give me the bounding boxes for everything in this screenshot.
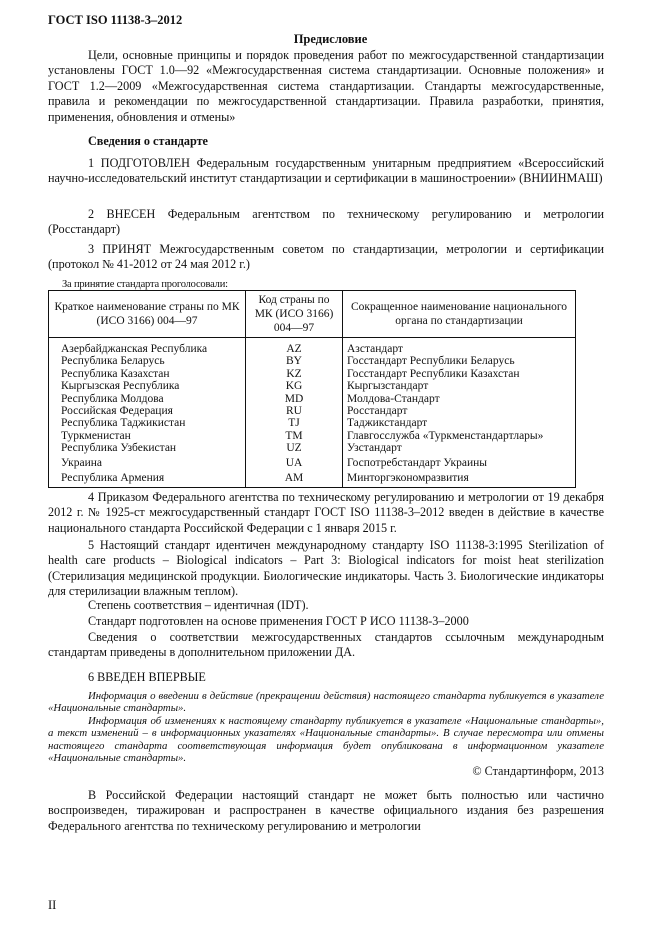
country-cell: Туркменистан (49, 430, 246, 442)
voting-countries-table (48, 290, 576, 488)
references-note: Сведения о соответствии межгосударственных стандартов ссылочным международным стандартам приведены в дополнительном приложении ДА. (48, 630, 604, 660)
national-body-cell: Минторгэкономразвития (343, 471, 576, 488)
column-header-country: Краткое наименование страны по МК (ИСО 3166) 004—97 (49, 291, 246, 338)
national-body-cell: Узстандарт (343, 442, 576, 454)
info-item-1: 1 ПОДГОТОВЛЕН Федеральным государственным унитарным предприятием «Всероссийский научно-исследовательский институт стандартизации и сертификации в машиностроении» (ВНИИНМАШ) (48, 156, 604, 186)
table-row (49, 405, 576, 417)
national-body-cell: Азстандарт (343, 338, 576, 356)
code-cell: TM (246, 430, 343, 442)
table-caption: За принятие стандарта проголосовали: (62, 279, 228, 290)
based-on-standard: Стандарт подготовлен на основе применения ГОСТ Р ИСО 11138-3–2000 (88, 614, 469, 628)
country-cell: Республика Таджикистан (49, 417, 246, 429)
code-cell: AM (246, 471, 343, 488)
national-body-cell: Росстандарт (343, 405, 576, 417)
notice-introduction: Информация о введении в действие (прекращении действия) настоящего стандарта публикуется в указателе «Национальные стандарты». (48, 690, 604, 715)
notice-changes: Информация об изменениях к настоящему стандарту публикуется в указателе «Национальные стандарты», а текст изменений – в информационных указателях «Национальные стандарты». В случае пересмотра или отмены настоящего стандарта соответствующая информация будет опубликована в информационном указателе «Национальные стандарты». (48, 715, 604, 765)
national-body-cell: Главгосслужба «Туркменстандартлары» (343, 430, 576, 442)
code-cell: UA (246, 455, 343, 471)
page-number: II (48, 898, 57, 912)
legal-notice: В Российской Федерации настоящий стандарт не может быть полностью или частично воспроизведен, тиражирован и распространен в качестве официального издания без разрешения Федерального агентства по техническому регулированию и метрологии (48, 788, 604, 833)
info-item-6: 6 ВВЕДЕН ВПЕРВЫЕ (88, 670, 206, 684)
table-row (49, 338, 576, 356)
info-item-2: 2 ВНЕСЕН Федеральным агентством по техническому регулированию и метрологии (Росстандарт) (48, 207, 604, 237)
country-cell: Кыргызская Республика (49, 380, 246, 392)
country-cell: Республика Узбекистан (49, 442, 246, 454)
country-cell: Украина (49, 455, 246, 471)
table-row (49, 380, 576, 392)
copyright-notice: © Стандартинформ, 2013 (472, 764, 604, 778)
code-cell: TJ (246, 417, 343, 429)
table-row (49, 393, 576, 405)
conformity-degree: Степень соответствия – идентичная (IDT). (88, 598, 309, 612)
table-row (49, 471, 576, 488)
national-body-cell: Молдова-Стандарт (343, 393, 576, 405)
country-cell: Азербайджанская Республика (49, 338, 246, 356)
info-item-3: 3 ПРИНЯТ Межгосударственным советом по стандартизации, метрологии и сертификации (протокол № 41-2012 от 24 мая 2012 г.) (48, 242, 604, 272)
standard-code-header: ГОСТ ISO 11138-3–2012 (48, 13, 183, 27)
country-cell: Российская Федерация (49, 405, 246, 417)
table-row (49, 355, 576, 367)
country-cell: Республика Армения (49, 471, 246, 488)
code-cell: KG (246, 380, 343, 392)
preface-title: Предисловие (293, 32, 368, 46)
table-row (49, 430, 576, 442)
table-row (49, 442, 576, 454)
column-header-national-body: Сокращенное наименование национального органа по стандартизации (343, 291, 576, 338)
info-item-5: 5 Настоящий стандарт идентичен международному стандарту ISO 11138-3:1995 Sterilization of health care products – Biological indicators – Part 3: Biological indicators for moist heat sterilization (Стерилизация медицинской продукции. Биологические индикаторы. Часть 3. Биологические индикаторы для стерилизации влажным теплом). (48, 538, 604, 599)
table-row (49, 417, 576, 429)
code-cell: UZ (246, 442, 343, 454)
national-body-cell: Госстандарт Республики Казахстан (343, 368, 576, 380)
info-heading: Сведения о стандарте (88, 134, 208, 148)
table-header-row (49, 291, 576, 338)
preface-intro: Цели, основные принципы и порядок проведения работ по межгосударственной стандартизации установлены ГОСТ 1.0—92 «Межгосударственная система стандартизации. Основные положения» и ГОСТ 1.2—2009 «Межгосударственная система стандартизации. Стандарты межгосударственные, правила и рекомендации по межгосударственной стандартизации. Правила разработки, принятия, применения, обновления и отмены» (48, 48, 604, 124)
national-body-cell: Кыргызстандарт (343, 380, 576, 392)
national-body-cell: Госстандарт Республики Беларусь (343, 355, 576, 367)
info-item-4: 4 Приказом Федерального агентства по техническому регулированию и метрологии от 19 декабря 2012 г. № 1925-ст межгосударственный стандарт ГОСТ ISO 11138-3–2012 введен в действие в качестве национального стандарта Российской Федерации с 1 января 2015 г. (48, 490, 604, 535)
table-row (49, 368, 576, 380)
code-cell: RU (246, 405, 343, 417)
national-body-cell: Таджикстандарт (343, 417, 576, 429)
country-cell: Республика Молдова (49, 393, 246, 405)
code-cell: KZ (246, 368, 343, 380)
country-cell: Республика Казахстан (49, 368, 246, 380)
national-body-cell: Госпотребстандарт Украины (343, 455, 576, 471)
code-cell: MD (246, 393, 343, 405)
code-cell: AZ (246, 338, 343, 356)
table-row (49, 455, 576, 471)
country-cell: Республика Беларусь (49, 355, 246, 367)
code-cell: BY (246, 355, 343, 367)
column-header-code: Код страны по МК (ИСО 3166) 004—97 (246, 291, 343, 338)
